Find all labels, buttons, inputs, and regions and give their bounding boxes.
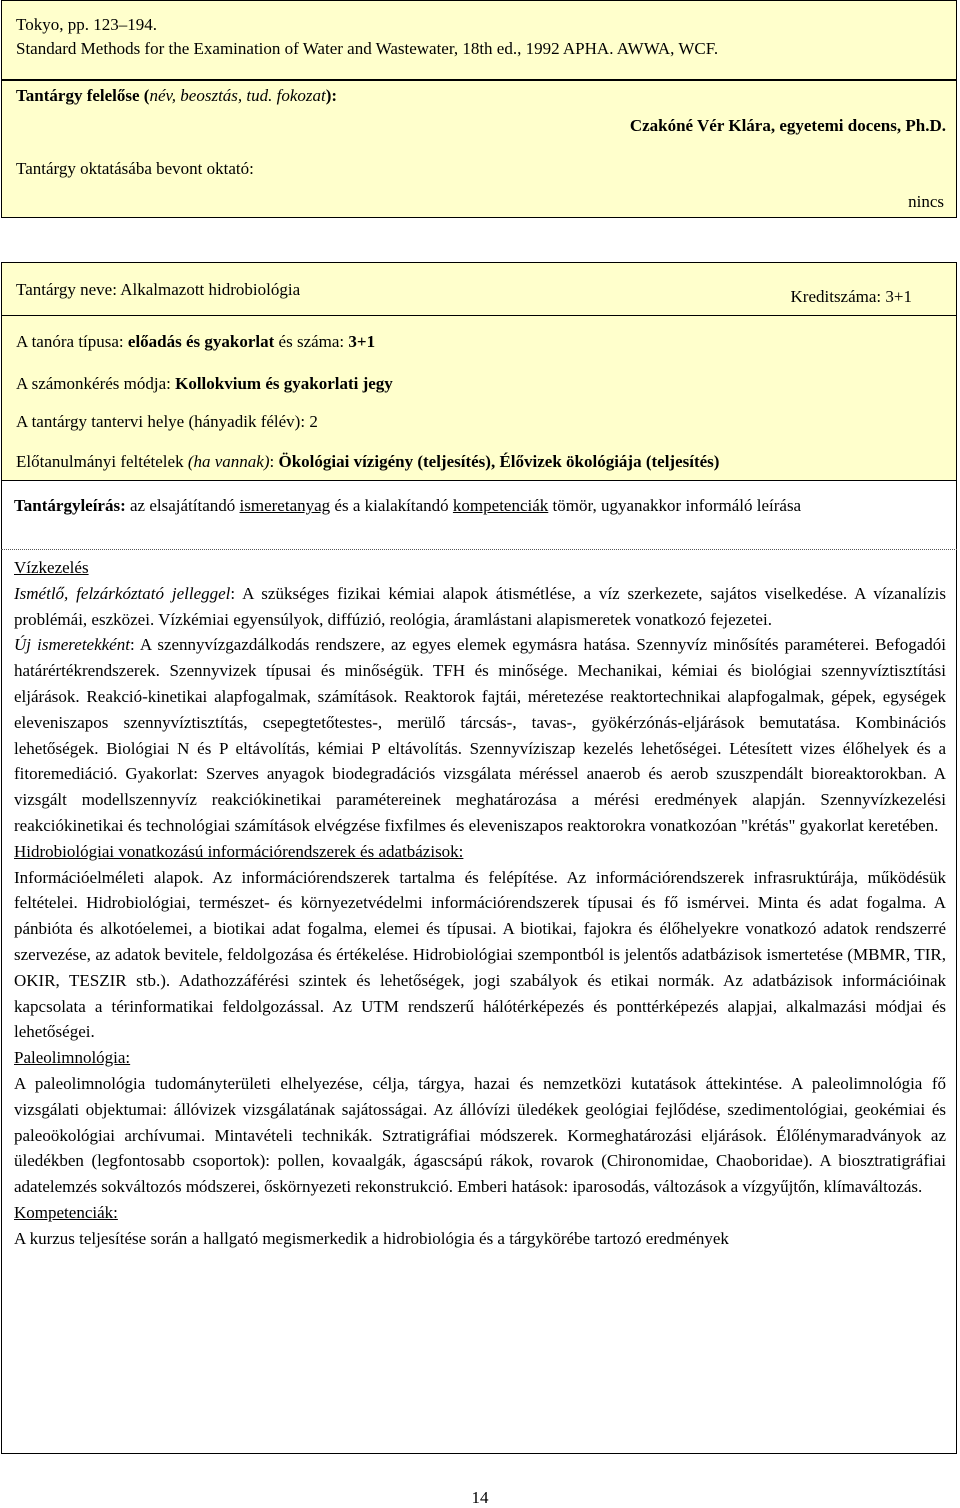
prerequisites: Előtanulmányi feltételek (ha vannak): Ökológiai vízigény (teljesítés), Élővizek ökológiája (teljesítés) xyxy=(16,452,720,471)
description-header: Tantárgyleírás: az elsajátítandó ismeretanyag és a kialakítandó kompetenciák tömör, ugyanakkor informáló leírása xyxy=(14,496,802,515)
course-name-box xyxy=(1,262,957,316)
credit: Kreditszáma: 3+1 xyxy=(790,287,912,306)
paragraph-competencies: A kurzus teljesítése során a hallgató megismerkedik a hidrobiológia és a tárgykörébe tartozó eredmények xyxy=(14,1228,729,1248)
section-heading-paleo: Paleolimnológia: xyxy=(14,1048,131,1068)
responsible-value: Czakóné Vér Klára, egyetemi docens, Ph.D. xyxy=(629,116,946,135)
section-heading-info: Hidrobiológiai vonatkozású információrendszerek és adatbázisok: xyxy=(14,841,464,861)
paragraph-new: Új ismeretekként: A szennyvízgazdálkodás rendszere, az egyes elemek egymásra hatása. Szennyvíz minősítés paraméterei. Befogadói határértékrendszerek. Szennyvizek típusai és minőségük. TFH és minősége. Mechanikai, kémiai és biológiai szennyvíztisztítási eljárások. Reakció-kinetikai alapfogalmak, számítások. Reaktorok fajtái, méretezése reaktortechnikai alapfogalmak, gépek, egységek eleveniszapos szennyvíztisztítás, csepegtetőtestes-, merülő tárcsás-, tavas-, gyökérzónás-eljárások bemutatása. Kombinációs lehetőségek. Biológiai N és P eltávolítás, kémiai P eltávolítás. Szennyvíziszap kezelés lehetőségei. Létesített vizes élőhelyek és a fitoremediáció. Gyakorlat: Szerves anyagok biodegradációs vizsgálata méréssel anaerob és aerob szuszpendált bioreaktorokban. A vizsgált modellszennyvíz reakciókinetikai paramétereinek meghatározása a mérési eredmények alapján. Szennyvízkezelési reakciókinetikai és technológiai számítások elvégzése fixfilmes és eleveniszapos reaktorokra vonatkozóan "krétás" gyakorlat keretében. xyxy=(14,635,946,835)
teachers-value: nincs xyxy=(908,192,944,211)
content-text xyxy=(14,555,946,1252)
page-number: 14 xyxy=(471,1488,489,1507)
responsible-label: Tantárgy felelőse (név, beosztás, tud. fokozat): xyxy=(16,86,338,105)
paragraph-paleo: A paleolimnológia tudományterületi elhelyezése, célja, tárgya, hazai és nemzetközi kutatások áttekintése. A paleolimnológia fő vizsgálati objektumai: állóvizek vizsgálatának sajátosságai. Az állóvízi üledékek geológiai fejlődése, szedimentológiai, geokémiai és paleoökológiai archívumai. Mintavételi technikák. Sztratigráfiai módszerek. Kormeghatározási eljárások. Élőlénymaradványok az üledékben (legfontosabb csoportok): pollen, kovaalgák, ágascsápú rákok, rovarok (Chironomidae, Chaoboridae). A biosztratigráfiai adatelemzés sokváltozós módszerei, őskörnyezeti rekonstrukció. Emberi hatások: iparosodás, változások a vízgyűjtőn, klímaváltozás. xyxy=(14,1073,946,1197)
semester: A tantárgy tantervi helye (hányadik félév): 2 xyxy=(16,412,318,431)
divider xyxy=(1,549,957,550)
lesson-type: A tanóra típusa: előadás és gyakorlat és száma: 3+1 xyxy=(16,332,376,351)
section-heading-water: Vízkezelés xyxy=(14,558,89,577)
course-details-box xyxy=(1,315,957,481)
paragraph-repeat: Ismétlő, felzárkóztató jelleggel: A szükséges fizikai kémiai alapok átismétlése, a víz szerkezete, sajátos viselkedése. A vízanalízis problémái, eszközei. Vízkémiai egyensúlyok, diffúzió, reológia, áramlástani alapismeretek vonatkozó fejezetei. xyxy=(14,583,947,629)
course-name: Tantárgy neve: Alkalmazott hidrobiológia xyxy=(16,280,301,299)
reference-line-2: Standard Methods for the Examination of Water and Wastewater, 18th ed., 1992 APHA. AWWA, WCF. xyxy=(16,39,719,58)
staff-box xyxy=(1,80,957,218)
exam-method: A számonkérés módja: Kollokvium és gyakorlati jegy xyxy=(16,374,393,393)
reference-line-1: Tokyo, pp. 123–194. xyxy=(16,15,157,34)
references-box xyxy=(1,0,957,80)
paragraph-info: Információelméleti alapok. Az információrendszerek tartalma és felépítése. Az információrendszerek infrasruktúrája, működésük feltételei. Hidrobiológiai, természet- és környezetvédelmi információrendszerek típusai és fő ismérvei. Minta és adat fogalma. A pánbióta és alkotóelemei, a biotikai adat fogalma, elemei és típusai. A biotikai, fajokra és élőhelyekre vonatkozó adatok rendszerré szervezése, az adatok bevitele, feldolgozása és értékelése. Hidrobiológiai szempontból is jelentős adatbázisok ismertetése (MBMR, TIR, OKIR, TESZIR stb.). Adathozzáférési szintek és lehetőségek, jogi szabályok és etikai normák. Az adatbázisok információinak kapcsolata a térinformatikai feldolgozással. Az UTM rendszerű hálótérképezés és ponttérképezés alapjai, alkalmazási módjai és lehetőségei. xyxy=(14,867,946,1042)
section-heading-competencies: Kompetenciák: xyxy=(14,1202,118,1222)
teachers-label: Tantárgy oktatásába bevont oktató: xyxy=(16,159,254,178)
